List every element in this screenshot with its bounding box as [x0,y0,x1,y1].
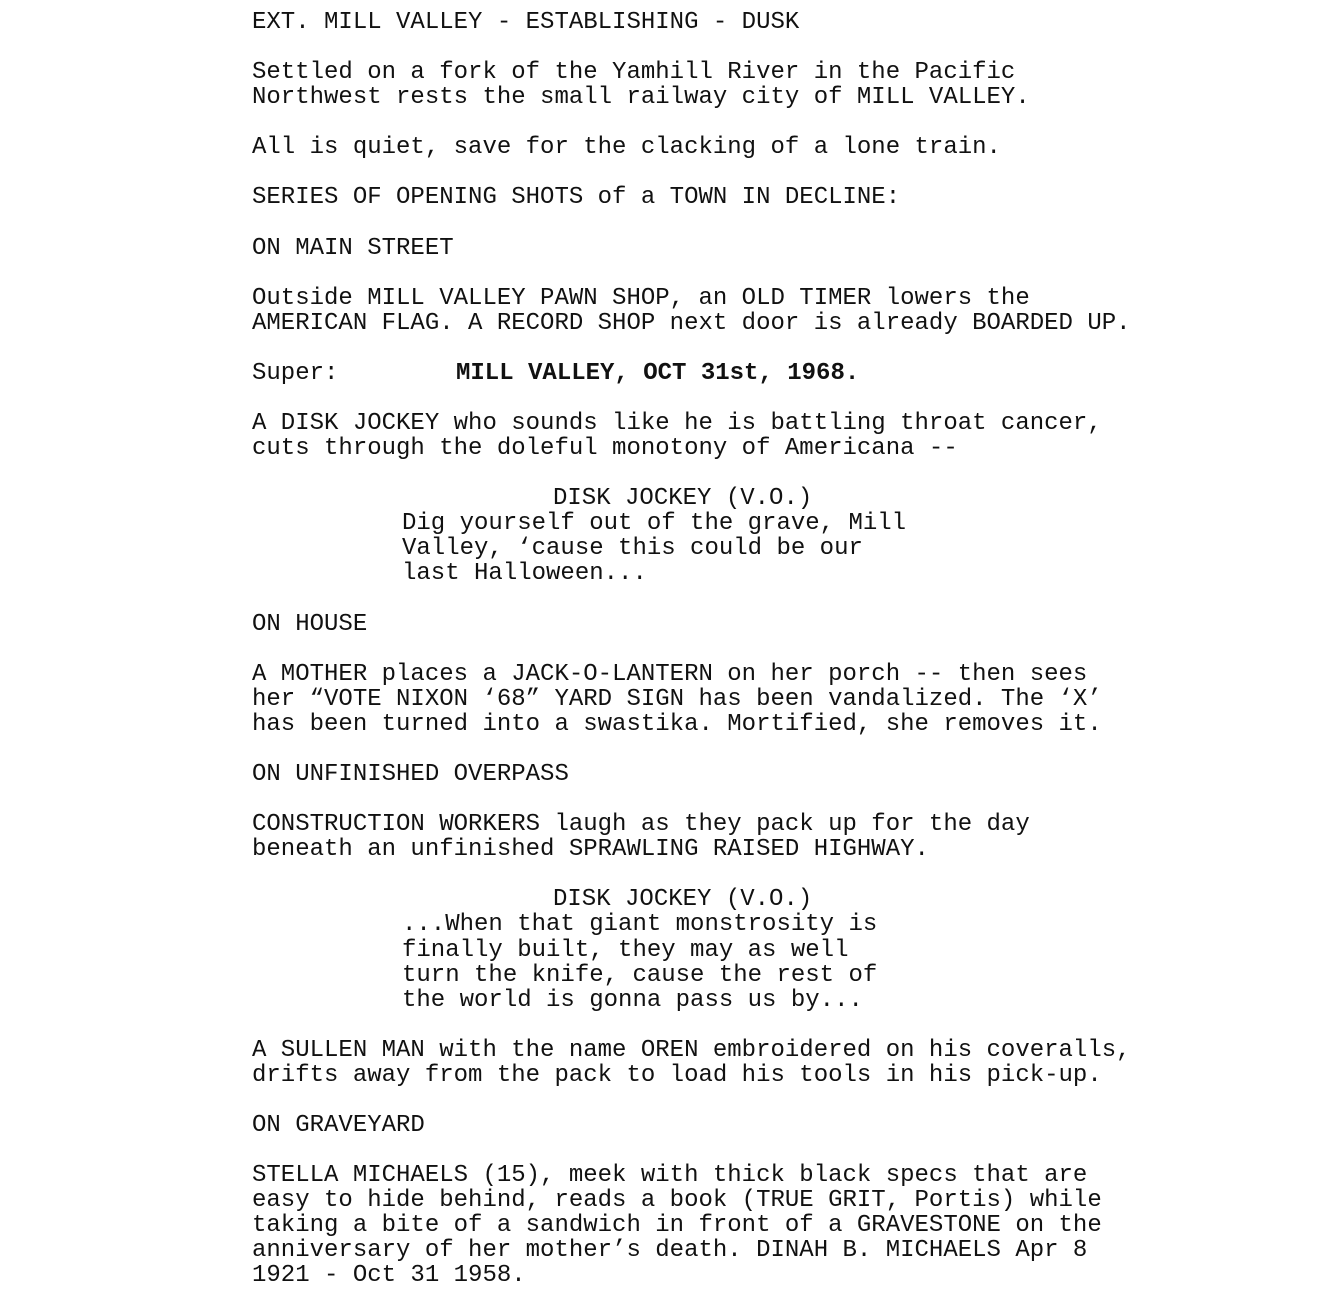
dialogue-line: turn the knife, cause the rest of [402,962,878,989]
action-line: drifts away from the pack to load his tools in his pick-up. [252,1062,1102,1089]
action-line: Northwest rests the small railway city of MILL VALLEY. [252,84,1030,111]
dialogue-line: Valley, ‘cause this could be our [402,535,863,562]
dialogue-line: finally built, they may as well [402,937,849,964]
action-line: All is quiet, save for the clacking of a lone train. [252,134,1001,161]
character-name: DISK JOCKEY (V.O.) [553,485,813,512]
action-line: CONSTRUCTION WORKERS laugh as they pack up for the day [252,811,1030,838]
shot-heading-overpass: ON UNFINISHED OVERPASS [252,761,569,788]
shot-heading-house: ON HOUSE [252,611,368,638]
action-line: A SULLEN MAN with the name OREN embroidered on his coveralls, [252,1037,1131,1064]
action-line: has been turned into a swastika. Mortified, she removes it. [252,711,1102,738]
action-line: taking a bite of a sandwich in front of a GRAVESTONE on the [252,1212,1102,1239]
action-line: STELLA MICHAELS (15), meek with thick black specs that are [252,1162,1088,1189]
scene-heading: EXT. MILL VALLEY - ESTABLISHING - DUSK [252,9,800,36]
super-label: Super: [252,360,339,387]
action-line: A MOTHER places a JACK-O-LANTERN on her porch -- then sees [252,661,1088,688]
character-name: DISK JOCKEY (V.O.) [553,886,813,913]
action-line: Outside MILL VALLEY PAWN SHOP, an OLD TIMER lowers the [252,285,1030,312]
action-line: cuts through the doleful monotony of Americana -- [252,435,958,462]
action-line: her “VOTE NIXON ‘68” YARD SIGN has been vandalized. The ‘X’ [252,686,1102,713]
dialogue-line: last Halloween... [402,560,647,587]
super-text: MILL VALLEY, OCT 31st, 1968. [456,360,860,387]
action-line: anniversary of her mother’s death. DINAH B. MICHAELS Apr 8 [252,1237,1088,1264]
action-line: A DISK JOCKEY who sounds like he is battling throat cancer, [252,410,1102,437]
shot-heading-graveyard: ON GRAVEYARD [252,1112,425,1139]
dialogue-line: ...When that giant monstrosity is [402,911,878,938]
action-line: easy to hide behind, reads a book (TRUE GRIT, Portis) while [252,1187,1102,1214]
action-line: 1921 - Oct 31 1958. [252,1262,526,1289]
shot-heading-main-street: ON MAIN STREET [252,235,454,262]
action-line: Settled on a fork of the Yamhill River in the Pacific [252,59,1016,86]
series-heading: SERIES OF OPENING SHOTS of a TOWN IN DECLINE: [252,184,901,211]
action-line: beneath an unfinished SPRAWLING RAISED HIGHWAY. [252,836,929,863]
dialogue-line: the world is gonna pass us by... [402,987,863,1014]
dialogue-line: Dig yourself out of the grave, Mill [402,510,907,537]
action-line: AMERICAN FLAG. A RECORD SHOP next door is already BOARDED UP. [252,310,1131,337]
